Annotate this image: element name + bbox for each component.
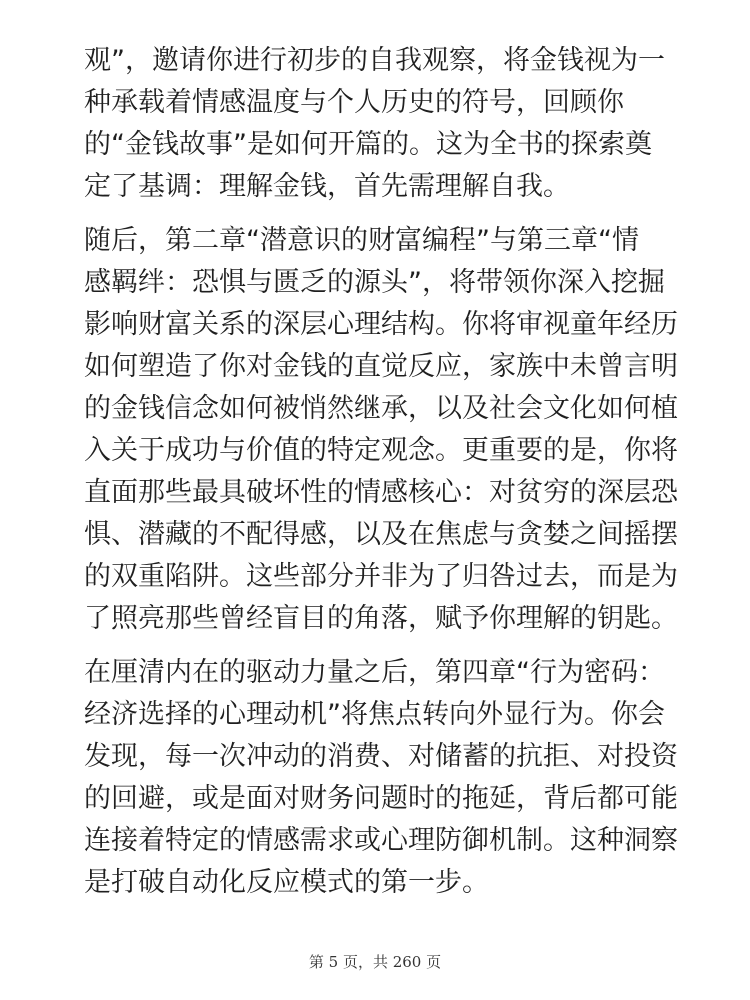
body-text [84, 40, 678, 904]
text-line: 经济选择的心理动机”将焦点转向外显行为。你会 [84, 699, 665, 730]
text-line: 连接着特定的情感需求或心理防御机制。这种洞察 [84, 825, 678, 856]
paragraph-2 [84, 220, 678, 640]
text-line: 种承载着情感温度与个人历史的符号，回顾你 [84, 87, 624, 118]
text-line: 的回避，或是面对财务问题时的拖延，背后都可能 [84, 783, 678, 814]
text-line: 是打破自动化反应模式的第一步。 [84, 867, 489, 898]
text-line: 发现，每一次冲动的消费、对储蓄的抗拒、对投资 [84, 741, 678, 772]
text-line: 观”，邀请你进行初步的自我观察，将金钱视为一 [84, 45, 665, 76]
text-line: 直面那些最具破坏性的情感核心：对贫穷的深层恐 [84, 477, 678, 508]
text-line: 定了基调：理解金钱，首先需理解自我。 [84, 171, 570, 202]
text-line: 了照亮那些曾经盲目的角落，赋予你理解的钥匙。 [84, 603, 678, 634]
paragraph-1 [84, 40, 674, 208]
text-line: 的双重陷阱。这些部分并非为了归咎过去，而是为 [84, 561, 678, 592]
page-number-footer: 第 5 页，共 260 页 [308, 953, 442, 971]
text-line: 如何塑造了你对金钱的直觉反应，家族中未曾言明 [84, 351, 678, 382]
text-line: 感羁绊：恐惧与匮乏的源头”，将带领你深入挖掘 [84, 267, 665, 298]
paragraph-3 [84, 652, 678, 904]
paragraph-spacer [84, 640, 674, 652]
text-line: 的金钱信念如何被悄然继承，以及社会文化如何植 [84, 393, 678, 424]
text-line: 入关于成功与价值的特定观念。更重要的是，你将 [84, 435, 678, 466]
text-line: 影响财富关系的深层心理结构。你将审视童年经历 [84, 309, 678, 340]
paragraph-spacer [84, 208, 674, 220]
text-line: 的“金钱故事”是如何开篇的。这为全书的探索奠 [84, 129, 652, 160]
text-line: 惧、潜藏的不配得感，以及在焦虑与贪婪之间摇摆 [84, 519, 678, 550]
text-line: 随后，第二章“潜意识的财富编程”与第三章“情 [84, 225, 639, 256]
text-line: 在厘清内在的驱动力量之后，第四章“行为密码： [84, 657, 665, 688]
